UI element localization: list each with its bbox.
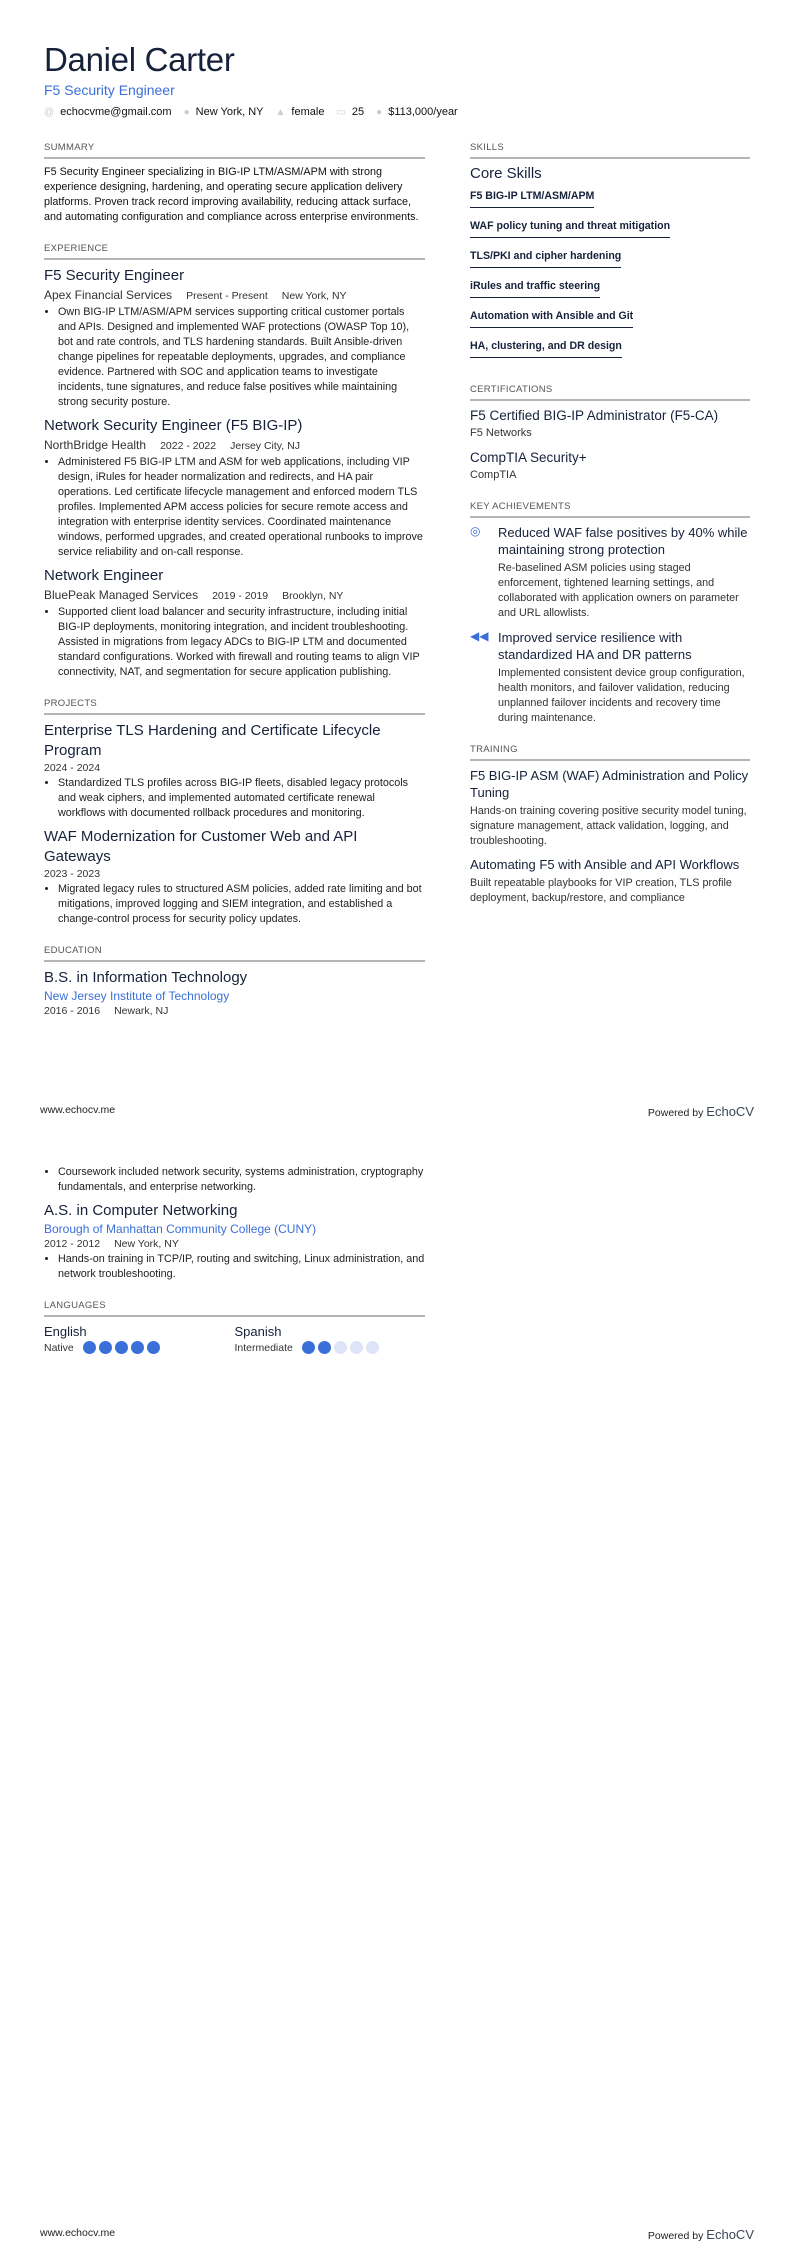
language-level: Native xyxy=(44,1341,74,1354)
languages-section xyxy=(44,1300,425,1354)
website-link[interactable]: www.echocv.me xyxy=(40,1104,116,1116)
rewind-icon: ◀◀ xyxy=(470,629,489,643)
degree: B.S. in Information Technology xyxy=(44,969,248,986)
age-text: 25 xyxy=(351,106,365,118)
experience-item xyxy=(44,416,425,560)
school: Borough of Manhattan Community College (CUNY) xyxy=(44,1222,317,1236)
gender-text: female xyxy=(291,106,325,118)
rating-dot-filled xyxy=(131,1341,144,1354)
achievement-title: Improved service resilience with standardized HA and DR patterns xyxy=(498,630,692,662)
job-dates: 2022 - 2022 xyxy=(160,440,217,452)
education-item xyxy=(44,1201,425,1282)
experience-section xyxy=(44,243,425,680)
job-title: Network Security Engineer (F5 BIG-IP) xyxy=(44,417,303,434)
section-title: CERTIFICATIONS xyxy=(470,384,750,401)
section-title: PROJECTS xyxy=(44,698,425,715)
skill-item: WAF policy tuning and threat mitigation xyxy=(470,220,670,238)
resume-header xyxy=(44,40,458,118)
contact-location xyxy=(184,106,264,118)
skill-item: F5 BIG-IP LTM/ASM/APM xyxy=(470,190,594,208)
job-dates: Present - Present xyxy=(186,290,268,302)
training-desc: Hands-on training covering positive security model tuning, signature management, attack validation, logging, and troubleshooting. xyxy=(470,805,747,847)
job-dates: 2019 - 2019 xyxy=(212,590,269,602)
job-location: Jersey City, NJ xyxy=(230,440,300,452)
contact-salary xyxy=(376,106,458,118)
rating-dot-filled xyxy=(302,1341,315,1354)
language-item xyxy=(44,1323,235,1354)
language-name: English xyxy=(44,1324,87,1339)
project-item xyxy=(44,721,425,821)
cert-name: CompTIA Security+ xyxy=(470,450,587,465)
achievement-desc: Re-baselined ASM policies using staged enforcement, tightened learning settings, and collaborated with application owners on parameter and URL allowlists. xyxy=(498,562,739,619)
projects-section xyxy=(44,698,425,927)
achievement-item xyxy=(470,629,750,726)
education-section xyxy=(44,945,425,1019)
edu-location: Newark, NJ xyxy=(114,1005,169,1017)
page-footer xyxy=(40,2227,754,2242)
training-desc: Built repeatable playbooks for VIP creation, TLS profile deployment, backup/restore, and compliance xyxy=(470,877,732,904)
location-text: New York, NY xyxy=(195,106,264,118)
right-column xyxy=(470,142,750,924)
language-item xyxy=(235,1323,426,1354)
certifications-section xyxy=(470,384,750,483)
skill-item: iRules and traffic steering xyxy=(470,280,600,298)
email-text: echocvme@gmail.com xyxy=(60,106,172,118)
edu-dates: 2016 - 2016 xyxy=(44,1005,101,1017)
job-meta xyxy=(44,286,425,305)
job-bullet: • Administered F5 BIG-IP LTM and ASM for web applications, including VIP design, iRules for header normalization and redirects, and HA pair operations. Led certificate lifecycle management and enforced modern TLS profiles. Implemented APM access policies for secure remote access and integration with enterprise identity services. Coordinated maintenance windows, performed upgrades, and created operational runbooks to improve service reliability and on-call response. xyxy=(58,455,425,560)
cert-issuer: CompTIA xyxy=(470,469,517,481)
job-meta xyxy=(44,586,425,605)
job-meta xyxy=(44,436,425,455)
powered-by xyxy=(648,1104,754,1119)
section-title: EXPERIENCE xyxy=(44,243,425,260)
rating-dot-filled xyxy=(115,1341,128,1354)
education-meta xyxy=(44,1004,425,1019)
training-title: F5 BIG-IP ASM (WAF) Administration and Policy Tuning xyxy=(470,768,749,800)
achievement-title: Reduced WAF false positives by 40% while maintaining strong protection xyxy=(498,525,748,557)
powered-label: Powered by xyxy=(647,1107,704,1119)
section-title: SKILLS xyxy=(470,142,750,159)
brand-logo: EchoCV xyxy=(706,1104,754,1119)
experience-item xyxy=(44,566,425,680)
achievement-item xyxy=(470,524,750,621)
job-title: Network Engineer xyxy=(44,567,164,584)
language-level: Intermediate xyxy=(234,1341,293,1354)
skills-section xyxy=(470,142,750,366)
contact-row xyxy=(44,106,458,118)
contact-age xyxy=(336,106,364,118)
project-dates: 2023 - 2023 xyxy=(44,868,101,880)
language-name: Spanish xyxy=(234,1324,282,1339)
section-title: LANGUAGES xyxy=(44,1300,425,1317)
company: Apex Financial Services xyxy=(44,288,173,302)
rating-dot-filled xyxy=(99,1341,112,1354)
rating-dot-filled xyxy=(318,1341,331,1354)
project-dates: 2024 - 2024 xyxy=(44,762,101,774)
training-title: Automating F5 with Ansible and API Workflows xyxy=(470,857,740,872)
summary-section xyxy=(44,142,425,225)
degree: A.S. in Computer Networking xyxy=(44,1202,238,1219)
edu-location: New York, NY xyxy=(114,1238,179,1250)
rating-dot-empty xyxy=(334,1341,347,1354)
section-title: TRAINING xyxy=(470,744,750,761)
project-bullet: • Standardized TLS profiles across BIG-IP fleets, disabled legacy protocols and weak ciphers, and implemented automated certificate renewal workflows with documented rollback procedures and monitoring. xyxy=(58,776,425,821)
person-icon: ▲ xyxy=(275,107,286,118)
experience-item xyxy=(44,266,425,410)
contact-gender xyxy=(276,106,325,118)
cert-name: F5 Certified BIG-IP Administrator (F5-CA) xyxy=(470,408,719,423)
target-icon: ◎ xyxy=(470,524,481,538)
edu-bullet: • Hands-on training in TCP/IP, routing and switching, Linux administration, and network troubleshooting. xyxy=(58,1252,425,1282)
section-title: SUMMARY xyxy=(44,142,425,159)
job-location: Brooklyn, NY xyxy=(282,590,344,602)
rating-dot-empty xyxy=(350,1341,363,1354)
powered-label: Powered by xyxy=(647,2230,704,2242)
calendar-icon: ▭ xyxy=(336,107,346,118)
edu-bullet: • Coursework included network security, systems administration, cryptography fundamentals, and enterprise networking. xyxy=(58,1165,425,1195)
website-link[interactable]: www.echocv.me xyxy=(40,2227,116,2239)
skill-item: TLS/PKI and cipher hardening xyxy=(470,250,621,268)
project-title: Enterprise TLS Hardening and Certificate Lifecycle Program xyxy=(44,722,381,759)
page-footer xyxy=(40,1104,754,1119)
left-column-continued xyxy=(44,1165,425,1372)
candidate-title: F5 Security Engineer xyxy=(44,82,175,98)
rating-dot-empty xyxy=(366,1341,379,1354)
training-section xyxy=(470,744,750,906)
edu-dates: 2012 - 2012 xyxy=(44,1238,101,1250)
achievement-desc: Implemented consistent device group configuration, health monitors, and failover validation, reducing unplanned failover incidents and recovery time during maintenance. xyxy=(498,667,745,724)
rating-dot-filled xyxy=(83,1341,96,1354)
achievements-section xyxy=(470,501,750,726)
education-meta xyxy=(44,1237,425,1252)
job-bullet: • Own BIG-IP LTM/ASM/APM services supporting critical customer portals and APIs. Designed and implemented WAF protections (OWASP Top 10), bot and rate controls, and TLS hardening standards. Built Ansible-driven change pipelines for repeatable deployments, upgrades, and compliance evidence. Partnered with SOC and application teams to investigate incidents, tune signatures, and reduce false positives while maintaining strong security posture. xyxy=(58,305,425,410)
project-item xyxy=(44,827,425,927)
left-column xyxy=(44,142,425,1037)
project-title: WAF Modernization for Customer Web and API Gateways xyxy=(44,828,358,865)
at-icon: @ xyxy=(44,107,55,118)
rating-dot-filled xyxy=(147,1341,160,1354)
language-list xyxy=(44,1323,425,1354)
company: NorthBridge Health xyxy=(44,438,147,452)
company: BluePeak Managed Services xyxy=(44,588,199,602)
contact-email[interactable] xyxy=(44,106,172,118)
location-pin-icon: ● xyxy=(183,107,190,118)
summary-text: F5 Security Engineer specializing in BIG-IP LTM/ASM/APM with strong experience designing, hardening, and operating secure application delivery platforms. Proven track record improving availability, reducing attack surface, and automating configuration and compliance across enterprise environments. xyxy=(44,166,419,223)
job-bullet: • Supported client load balancer and security infrastructure, including initial BIG-IP deployments, monitoring integration, and incident troubleshooting. Assisted in migrations from legacy ADCs to BIG-IP LTM and documented standard configurations. Worked with firewall and routing teams to align VIP connectivity, NAT, and segmentation for secure application publishing. xyxy=(58,605,425,680)
skill-item: HA, clustering, and DR design xyxy=(470,340,622,358)
salary-text: $113,000/year xyxy=(388,106,458,118)
section-title: EDUCATION xyxy=(44,945,425,962)
language-rating xyxy=(299,1341,379,1354)
job-location: New York, NY xyxy=(281,290,347,302)
education-item xyxy=(44,968,425,1019)
dollar-icon: ● xyxy=(376,107,383,118)
job-title: F5 Security Engineer xyxy=(44,267,185,284)
powered-by xyxy=(648,2227,754,2242)
cert-issuer: F5 Networks xyxy=(470,427,532,439)
skill-group-title: Core Skills xyxy=(470,165,542,182)
section-title: KEY ACHIEVEMENTS xyxy=(470,501,750,518)
project-bullet: • Migrated legacy rules to structured ASM policies, added rate limiting and bot mitigations, improved logging and SIEM integration, and established a change-control process for security policy updates. xyxy=(58,882,425,927)
school: New Jersey Institute of Technology xyxy=(44,989,230,1003)
page-2 xyxy=(0,1123,794,2246)
skill-item: Automation with Ansible and Git xyxy=(470,310,633,328)
candidate-name: Daniel Carter xyxy=(44,41,235,78)
brand-logo: EchoCV xyxy=(706,2227,754,2242)
language-rating xyxy=(80,1341,160,1354)
